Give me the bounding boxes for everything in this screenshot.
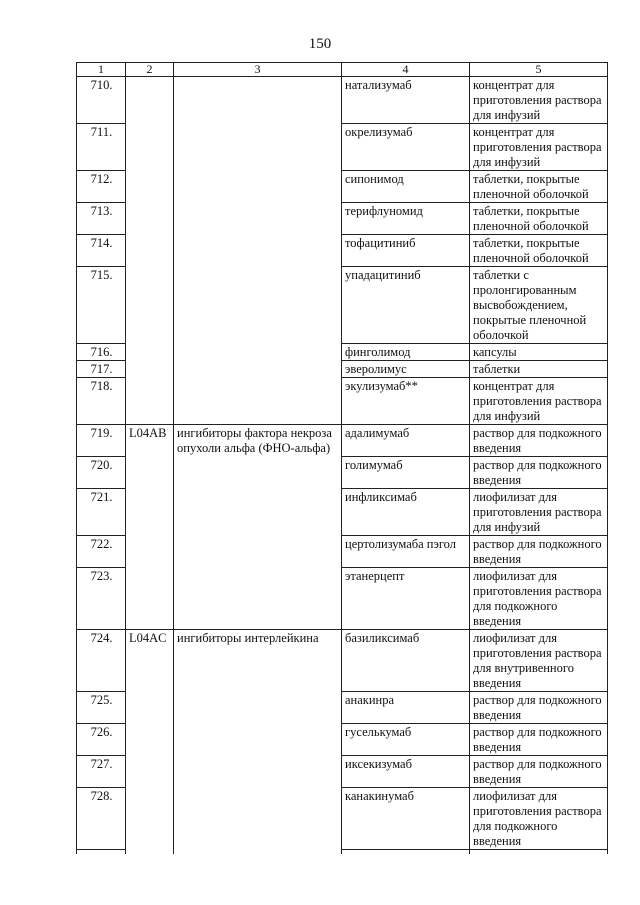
dosage-form: таблетки с пролонгированным высвобождением, покрытые пленочной оболочкой (470, 267, 608, 344)
atc-code-cell (126, 171, 174, 203)
continuation-cell (174, 850, 342, 855)
table-row (77, 344, 608, 361)
row-number: 714. (77, 235, 126, 267)
table-row (77, 457, 608, 489)
atc-code-cell (126, 344, 174, 361)
atc-code-cell (126, 692, 174, 724)
table-row (77, 630, 608, 692)
row-number: 722. (77, 536, 126, 568)
group-name-cell (174, 203, 342, 235)
drug-name: цертолизумаба пэгол (342, 536, 470, 568)
dosage-form: лиофилизат для приготовления раствора для подкожного введения (470, 788, 608, 850)
row-number: 726. (77, 724, 126, 756)
row-number: 717. (77, 361, 126, 378)
row-number: 713. (77, 203, 126, 235)
group-name-cell: ингибиторы интерлейкина (174, 630, 342, 692)
atc-code-cell (126, 788, 174, 850)
group-name-cell (174, 171, 342, 203)
group-name-cell (174, 267, 342, 344)
drug-name: инфликсимаб (342, 489, 470, 536)
row-number: 727. (77, 756, 126, 788)
group-name-cell (174, 235, 342, 267)
drug-name: финголимод (342, 344, 470, 361)
drug-name: эверолимус (342, 361, 470, 378)
dosage-form: таблетки, покрытые пленочной оболочкой (470, 203, 608, 235)
table-row (77, 724, 608, 756)
group-name-cell (174, 457, 342, 489)
column-header-2: 2 (126, 63, 174, 77)
atc-code-cell (126, 235, 174, 267)
drug-name: терифлуномид (342, 203, 470, 235)
row-number: 718. (77, 378, 126, 425)
dosage-form: лиофилизат для приготовления раствора для подкожного введения (470, 568, 608, 630)
atc-code-cell (126, 724, 174, 756)
table-row (77, 536, 608, 568)
atc-code-cell: L04AB (126, 425, 174, 457)
dosage-form: раствор для подкожного введения (470, 425, 608, 457)
group-name-cell (174, 536, 342, 568)
continuation-cell (342, 850, 470, 855)
drug-name: тофацитиниб (342, 235, 470, 267)
drug-name: натализумаб (342, 77, 470, 124)
row-number: 720. (77, 457, 126, 489)
group-name-cell (174, 344, 342, 361)
atc-code-cell (126, 378, 174, 425)
table-header (77, 63, 608, 77)
drug-name: анакинра (342, 692, 470, 724)
row-number: 728. (77, 788, 126, 850)
drug-name: голимумаб (342, 457, 470, 489)
group-name-cell: ингибиторы фактора некроза опухоли альфа (ФНО-альфа) (174, 425, 342, 457)
atc-code-cell (126, 361, 174, 378)
atc-code-cell (126, 756, 174, 788)
table-body (77, 77, 608, 855)
group-name-cell (174, 489, 342, 536)
table-continuation (77, 850, 608, 855)
table-row (77, 489, 608, 536)
drug-name: адалимумаб (342, 425, 470, 457)
group-name-cell (174, 124, 342, 171)
table-row (77, 235, 608, 267)
dosage-form: раствор для подкожного введения (470, 692, 608, 724)
drug-name: базиликсимаб (342, 630, 470, 692)
dosage-form: раствор для подкожного введения (470, 756, 608, 788)
row-number: 724. (77, 630, 126, 692)
table-row (77, 171, 608, 203)
dosage-form: раствор для подкожного введения (470, 536, 608, 568)
group-name-cell (174, 361, 342, 378)
drug-name: экулизумаб** (342, 378, 470, 425)
drug-name: гуселькумаб (342, 724, 470, 756)
row-number: 716. (77, 344, 126, 361)
group-name-cell (174, 692, 342, 724)
dosage-form: лиофилизат для приготовления раствора для инфузий (470, 489, 608, 536)
group-name-cell (174, 724, 342, 756)
group-name-cell (174, 77, 342, 124)
table-row (77, 788, 608, 850)
dosage-form: капсулы (470, 344, 608, 361)
dosage-form: таблетки, покрытые пленочной оболочкой (470, 235, 608, 267)
table-row (77, 124, 608, 171)
row-number: 710. (77, 77, 126, 124)
atc-code-cell (126, 267, 174, 344)
table-row (77, 568, 608, 630)
drug-name: окрелизумаб (342, 124, 470, 171)
dosage-form: таблетки (470, 361, 608, 378)
table-row (77, 692, 608, 724)
continuation-cell (77, 850, 126, 855)
dosage-form: раствор для подкожного введения (470, 457, 608, 489)
row-number: 723. (77, 568, 126, 630)
table-row (77, 203, 608, 235)
atc-code-cell (126, 489, 174, 536)
row-number: 725. (77, 692, 126, 724)
drug-name: сипонимод (342, 171, 470, 203)
group-name-cell (174, 788, 342, 850)
row-number: 719. (77, 425, 126, 457)
row-number: 712. (77, 171, 126, 203)
drug-name: канакинумаб (342, 788, 470, 850)
table-row (77, 378, 608, 425)
row-number: 721. (77, 489, 126, 536)
atc-code-cell (126, 77, 174, 124)
atc-code-cell (126, 568, 174, 630)
table-row (77, 77, 608, 124)
group-name-cell (174, 568, 342, 630)
atc-code-cell (126, 457, 174, 489)
column-header-5: 5 (470, 63, 608, 77)
dosage-form: таблетки, покрытые пленочной оболочкой (470, 171, 608, 203)
dosage-form: концентрат для приготовления раствора для инфузий (470, 378, 608, 425)
table-row (77, 361, 608, 378)
table-row (77, 425, 608, 457)
drug-table (76, 62, 608, 854)
atc-code-cell: L04AC (126, 630, 174, 692)
table-row (77, 756, 608, 788)
drug-name: этанерцепт (342, 568, 470, 630)
row-number: 715. (77, 267, 126, 344)
group-name-cell (174, 756, 342, 788)
dosage-form: раствор для подкожного введения (470, 724, 608, 756)
atc-code-cell (126, 124, 174, 171)
page-number: 150 (308, 36, 332, 52)
group-name-cell (174, 378, 342, 425)
table-row (77, 267, 608, 344)
column-header-4: 4 (342, 63, 470, 77)
atc-code-cell (126, 203, 174, 235)
column-header-3: 3 (174, 63, 342, 77)
row-number: 711. (77, 124, 126, 171)
dosage-form: концентрат для приготовления раствора для инфузий (470, 77, 608, 124)
drug-name: иксекизумаб (342, 756, 470, 788)
dosage-form: лиофилизат для приготовления раствора для внутривенного введения (470, 630, 608, 692)
atc-code-cell (126, 536, 174, 568)
continuation-cell (470, 850, 608, 855)
dosage-form: концентрат для приготовления раствора для инфузий (470, 124, 608, 171)
continuation-cell (126, 850, 174, 855)
column-header-1: 1 (77, 63, 126, 77)
drug-name: упадацитиниб (342, 267, 470, 344)
